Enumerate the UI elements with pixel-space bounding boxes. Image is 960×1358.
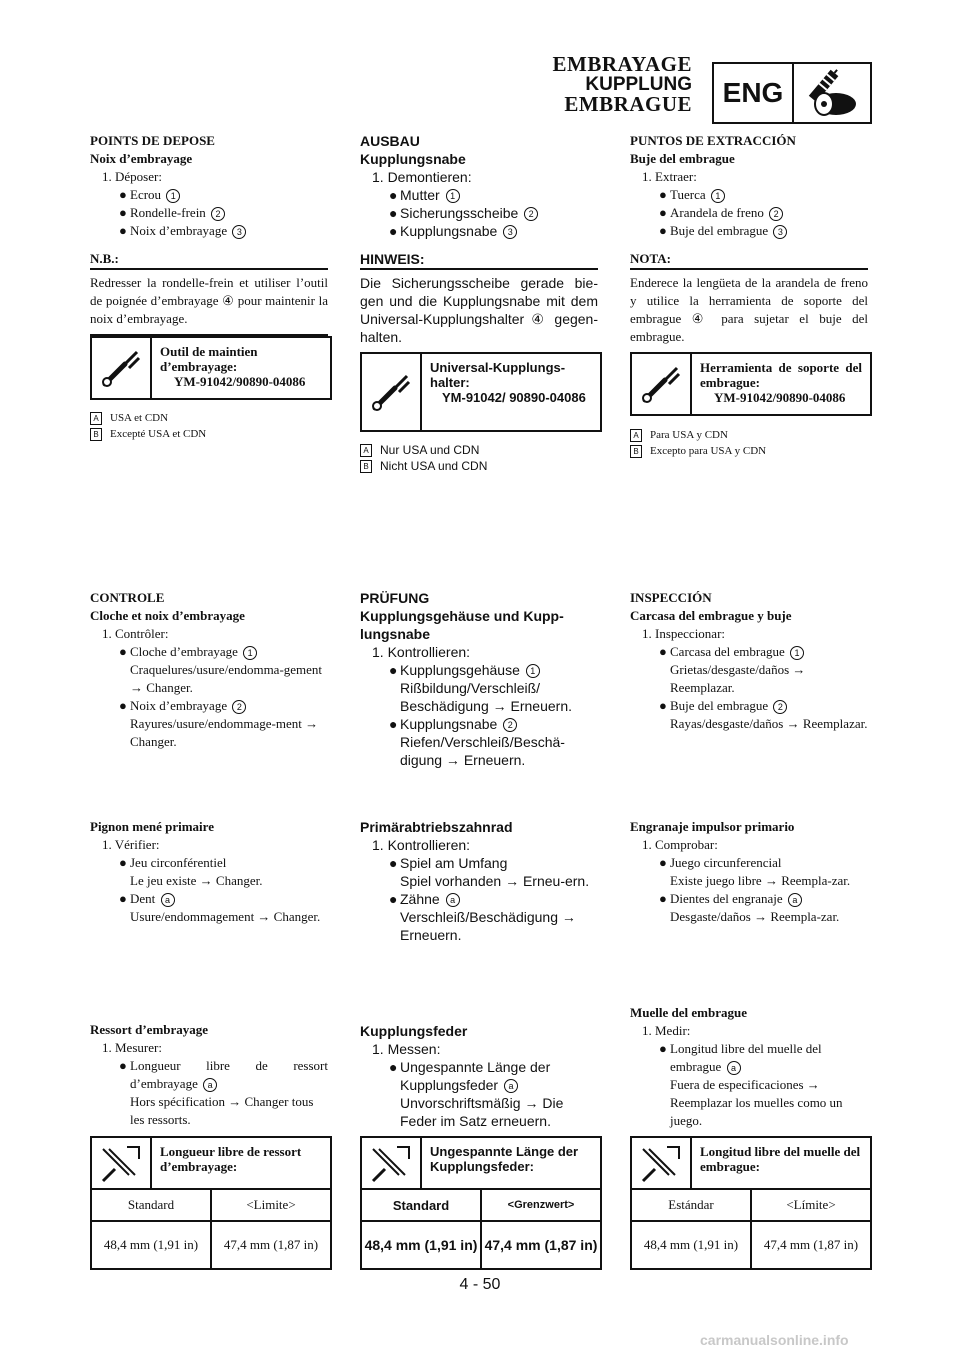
fr-note-text: Redresser la rondelle-frein et utiliser l’outil de poignée d’embrayage ④ pour maintenir la noix d’embrayage. [90,275,328,326]
list-item-detail: Desgaste/daños → Reempla-zar. [670,909,840,924]
es-spring-step: 1. Medir: [642,1023,691,1038]
list-item-detail: Rißbildung/Verschleiß/ Beschädigung → Erneuern. [400,680,572,714]
de-spring-step: 1. Messen: [372,1041,441,1057]
badge-label: ENG [714,64,794,122]
fr-gear-sub: Pignon mené primaire [90,819,214,834]
fr-spring-sub: Ressort d’embrayage [90,1022,209,1037]
de-insp-title: PRÜFUNG [360,590,430,606]
fr-insp-step: 1. Contrôler: [102,626,169,641]
list-item: ● Spiel am Umfang [389,855,508,871]
list-item: ● Kupplungsgehäuse 1 [360,661,598,679]
de-gear-step: 1. Kontrollieren: [372,837,471,853]
list-item-detail: Hors spécification → Changer tous les ressorts. [130,1094,314,1127]
fr-spec-box [90,1136,332,1270]
list-item: ● Mutter 1 [360,186,598,204]
list-item: ● Juego circunferencial [659,855,782,870]
list-item: ● Sicherungsscheibe 2 [360,204,598,222]
spec-header: <Grenzwert> [481,1190,600,1221]
title-fr: EMBRAYAGE [552,52,692,76]
de-gear-sub: Primärabtriebszahnrad [360,819,513,835]
title-de: KUPPLUNG [585,74,692,95]
title-es: EMBRAGUE [564,92,692,116]
de-tool-title: Universal-Kupplungs-halter: [430,360,566,390]
de-inspection [360,589,598,769]
list-item-detail: Le jeu existe → Changer. [130,873,263,888]
fr-abbrev: A USA et CDN B Excepté USA et CDN [90,410,206,442]
de-note-text: Die Sicherungsscheibe gerade bie-gen und die Kupplungsnabe mit dem Universal-Kupplungshalter ④ gegen-halten. [360,275,598,345]
de-ab-b: Nicht USA und CDN [380,459,488,473]
es-tool-box [630,352,872,416]
es-removal-title: PUNTOS DE EXTRACCIÓN [630,133,796,148]
list-item-detail: Verschleiß/Beschädigung → Erneuern. [400,909,576,943]
fr-spec-title: Longueur libre de ressort d’embrayage: [160,1144,302,1174]
list-item-detail: Fuera de especificaciones → Reemplazar los muelles como un juego. [670,1077,843,1128]
de-removal-step: 1. Demontieren: [372,169,472,185]
es-insp-step: 1. Inspeccionar: [642,626,726,641]
list-item-detail: Grietas/desgaste/daños → Reemplazar. [670,662,806,695]
wrench-icon [362,354,422,430]
list-item-detail: Rayas/desgaste/daños → Reemplazar. [670,716,868,731]
es-spec-box [630,1136,872,1270]
fr-tool-box [90,336,332,400]
es-note-text: Enderece la lengüeta de la arandela de freno y utilice la herramienta de soporte del embrague ④ para sujetar el buje del embrague. [630,275,868,344]
spec-header: <Límite> [751,1190,870,1221]
es-spring-sub: Muelle del embrague [630,1005,747,1020]
es-removal [630,132,868,354]
de-note-label: HINWEIS: [360,250,598,270]
es-gear-sub: Engranaje impulsor primario [630,819,795,834]
section-title [553,54,692,75]
fr-spring [90,1021,328,1129]
list-item: ● Noix d’embrayage 3 [90,222,328,240]
list-item-detail: Usure/endommagement → Changer. [130,909,321,924]
caliper-icon [362,1138,422,1188]
list-item-detail: Existe juego libre → Reempla-zar. [670,873,851,888]
fr-tool-code: YM-91042/90890-04086 [174,374,306,389]
list-item: ● Buje del embrague 3 [630,222,868,240]
list-item: ● Arandela de freno 2 [630,204,868,222]
fr-ab-a: USA et CDN [110,412,169,424]
list-item-detail: Craquelures/usure/endomma-gement → Changer. [130,662,323,695]
caliper-icon [92,1138,152,1188]
list-item: ● Longueur libre de ressort d’embrayage a [119,1058,328,1091]
list-item: ● Dent a [90,890,328,908]
spec-value: 47,4 mm (1,87 in) [484,1237,598,1253]
title-es-wrap [564,94,692,115]
fr-gear [90,818,328,926]
es-inspection [630,589,868,733]
de-spring-sub: Kupplungsfeder [360,1023,468,1039]
fr-removal-title: POINTS DE DEPOSE [90,133,215,148]
fr-gear-step: 1. Vérifier: [102,837,160,852]
list-item: ● Buje del embrague 2 [630,697,868,715]
list-item: ● Dientes del engranaje a [630,890,868,908]
list-item: ● Longitud libre del muelle del embrague a [659,1041,822,1074]
de-ab-a: Nur USA und CDN [380,443,480,457]
de-removal [360,132,598,354]
page-number: 4 - 50 [459,1276,501,1293]
spec-value: 48,4 mm (1,91 in) [632,1221,751,1268]
es-insp-sub: Carcasa del embrague y buje [630,608,792,623]
list-item: ● Noix d’embrayage 2 [90,697,328,715]
es-spec-title: Longitud libre del muelle del embrague: [700,1144,861,1174]
list-item-detail: Unvorschriftsmäßig → Die Feder im Satz erneuern. [400,1095,564,1129]
section-badge [712,62,872,124]
fr-removal-sub: Noix d’embrayage [90,151,193,166]
de-spring [360,1022,598,1130]
wrench-icon [632,354,692,414]
spec-header: Standard [362,1190,481,1221]
es-tool-title: Herramienta de soporte del embrague: [700,360,862,390]
list-item: ● Ecrou 1 [90,186,328,204]
de-insp-sub: Kupplungsgehäuse und Kupp-lungsnabe [360,608,564,642]
fr-insp-sub: Cloche et noix d’embrayage [90,608,245,623]
es-insp-title: INSPECCIÓN [630,590,712,605]
de-tool-code: YM-91042/ 90890-04086 [442,390,586,405]
list-item: ● Ungespannte Länge der Kupplungsfeder a [389,1059,551,1093]
de-spec-title: Ungespannte Länge der Kupplungsfeder: [430,1144,579,1174]
fr-tool-title: Outil de maintien d’embrayage: [160,344,258,374]
es-spring [630,1004,868,1130]
es-tool-code: YM-91042/90890-04086 [714,390,846,405]
es-abbrev: A Para USA y CDN B Excepto para USA y CDN [630,427,766,459]
de-abbrev: A Nur USA und CDN B Nicht USA und CDN [360,442,487,474]
list-item-detail: Rayures/usure/endommage-ment → Changer. [130,716,319,749]
list-item: ● Rondelle-frein 2 [90,204,328,222]
spec-value: 47,4 mm (1,87 in) [763,1237,859,1252]
es-ab-b: Excepto para USA y CDN [650,445,767,457]
wrench-icon [92,338,152,398]
de-spec-box [360,1136,602,1270]
de-tool-box [360,352,602,432]
es-gear-step: 1. Comprobar: [642,837,718,852]
fr-note-label: N.B.: [90,250,328,270]
es-gear [630,818,868,926]
es-note-label: NOTA: [630,250,868,270]
fr-removal [90,132,328,336]
list-item: ● Jeu circonférentiel [119,855,227,870]
spec-header: <Limite> [211,1190,330,1221]
list-item: ● Kupplungsnabe 3 [360,222,598,240]
es-removal-sub: Buje del embrague [630,151,735,166]
list-item: ● Tuerca 1 [630,186,868,204]
spec-header: Standard [92,1190,211,1221]
fr-insp-title: CONTROLE [90,590,165,605]
es-ab-a: Para USA y CDN [650,429,728,441]
spec-header: Estándar [632,1190,751,1221]
list-item: ● Cloche d’embrayage 1 [90,643,328,661]
fr-ab-b: Excepté USA et CDN [110,428,207,440]
de-gear [360,818,598,944]
list-item: ● Carcasa del embrague 1 [630,643,868,661]
fr-inspection [90,589,328,751]
list-item: ● Kupplungsnabe 2 [360,715,598,733]
watermark: carmanualsonline.info [700,1332,849,1348]
de-insp-step: 1. Kontrollieren: [372,644,471,660]
fr-removal-step: 1. Déposer: [102,169,162,184]
list-item: ● Zähne a [360,890,598,908]
spec-value: 48,4 mm (1,91 in) [362,1221,481,1268]
de-removal-title: AUSBAU [360,133,420,149]
caliper-icon [632,1138,692,1188]
de-removal-sub: Kupplungsnabe [360,151,466,167]
list-item-detail: Riefen/Verschleiß/Beschä-digung → Erneuern. [400,734,565,768]
engine-icon [794,64,870,122]
spec-value: 48,4 mm (1,91 in) [92,1221,211,1268]
list-item-detail: Spiel vorhanden → Erneu-ern. [400,873,590,889]
fr-spring-step: 1. Mesurer: [102,1040,162,1055]
spec-value: 47,4 mm (1,87 in) [223,1237,319,1252]
es-removal-step: 1. Extraer: [642,169,697,184]
